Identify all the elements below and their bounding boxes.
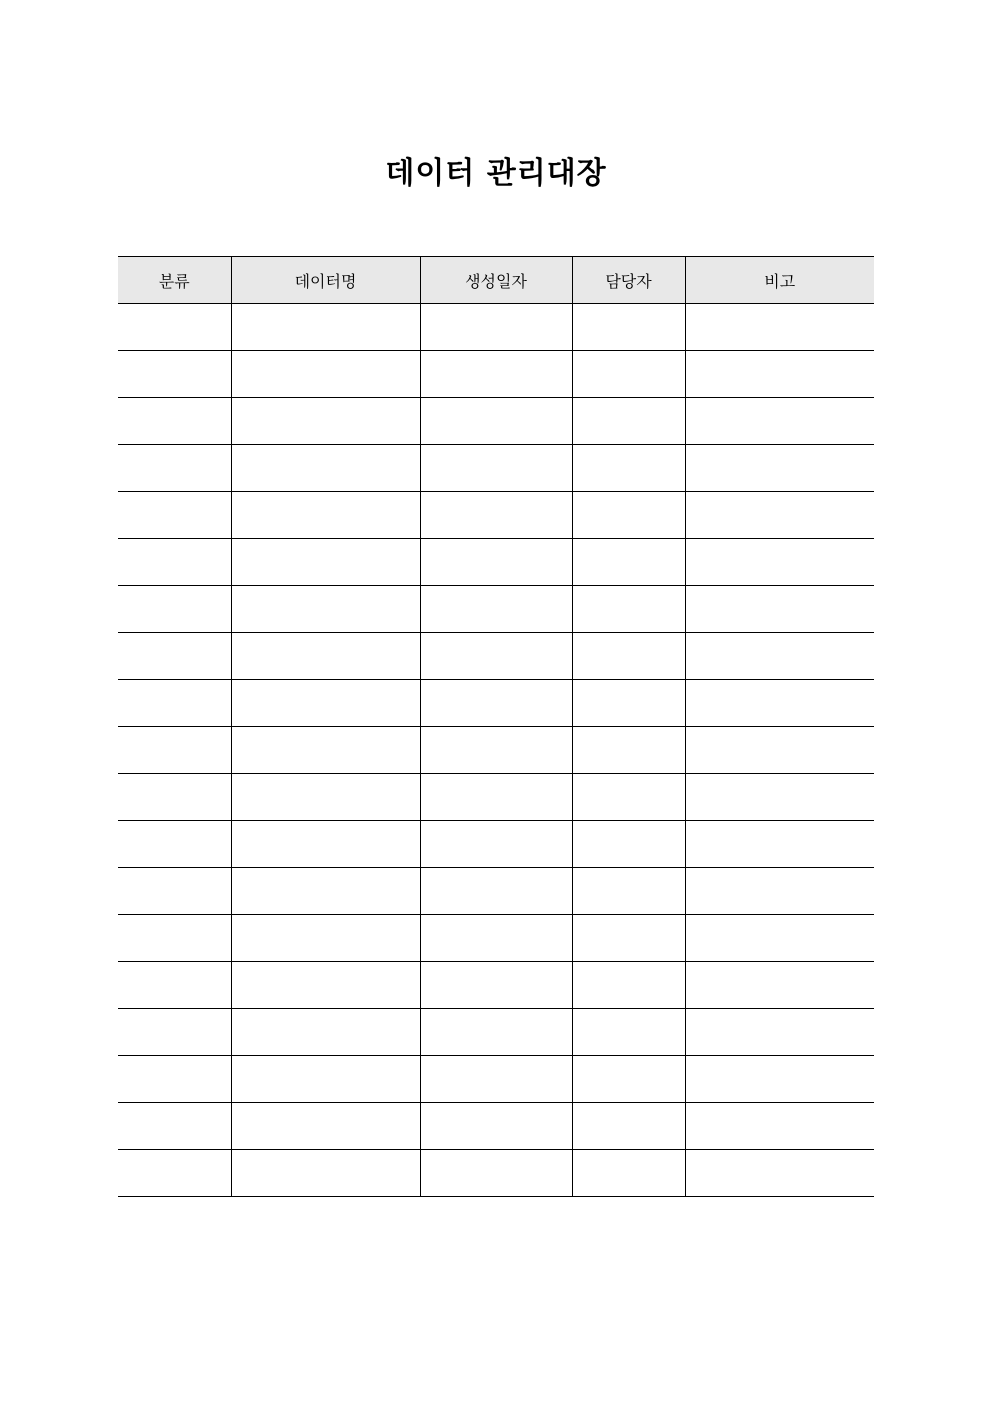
cell-category[interactable] xyxy=(118,727,231,774)
table-row xyxy=(118,398,874,445)
cell-created-date[interactable] xyxy=(420,539,572,586)
cell-manager[interactable] xyxy=(572,868,685,915)
cell-manager[interactable] xyxy=(572,633,685,680)
table-row xyxy=(118,304,874,351)
cell-data-name[interactable] xyxy=(231,1103,420,1150)
cell-created-date[interactable] xyxy=(420,915,572,962)
cell-remarks[interactable] xyxy=(685,1103,874,1150)
cell-category[interactable] xyxy=(118,633,231,680)
header-created-date: 생성일자 xyxy=(420,257,572,304)
cell-data-name[interactable] xyxy=(231,915,420,962)
cell-manager[interactable] xyxy=(572,586,685,633)
cell-category[interactable] xyxy=(118,1009,231,1056)
cell-data-name[interactable] xyxy=(231,774,420,821)
cell-manager[interactable] xyxy=(572,727,685,774)
cell-category[interactable] xyxy=(118,821,231,868)
cell-manager[interactable] xyxy=(572,1103,685,1150)
cell-category[interactable] xyxy=(118,586,231,633)
table-row xyxy=(118,351,874,398)
cell-created-date[interactable] xyxy=(420,633,572,680)
cell-manager[interactable] xyxy=(572,774,685,821)
cell-category[interactable] xyxy=(118,445,231,492)
table-row xyxy=(118,492,874,539)
table-row xyxy=(118,1150,874,1197)
cell-data-name[interactable] xyxy=(231,1009,420,1056)
cell-created-date[interactable] xyxy=(420,1150,572,1197)
cell-category[interactable] xyxy=(118,398,231,445)
table-row xyxy=(118,1056,874,1103)
cell-manager[interactable] xyxy=(572,915,685,962)
cell-category[interactable] xyxy=(118,1056,231,1103)
data-ledger-table xyxy=(118,256,874,1197)
cell-manager[interactable] xyxy=(572,304,685,351)
cell-created-date[interactable] xyxy=(420,962,572,1009)
header-manager: 담당자 xyxy=(572,257,685,304)
cell-category[interactable] xyxy=(118,680,231,727)
cell-data-name[interactable] xyxy=(231,727,420,774)
page-title: 데이터 관리대장 xyxy=(385,156,607,192)
cell-category[interactable] xyxy=(118,1103,231,1150)
cell-data-name[interactable] xyxy=(231,351,420,398)
cell-remarks[interactable] xyxy=(685,727,874,774)
cell-category[interactable] xyxy=(118,304,231,351)
cell-data-name[interactable] xyxy=(231,1056,420,1103)
cell-data-name[interactable] xyxy=(231,398,420,445)
cell-data-name[interactable] xyxy=(231,633,420,680)
cell-category[interactable] xyxy=(118,351,231,398)
cell-data-name[interactable] xyxy=(231,680,420,727)
cell-category[interactable] xyxy=(118,915,231,962)
cell-manager[interactable] xyxy=(572,539,685,586)
cell-manager[interactable] xyxy=(572,351,685,398)
table-body xyxy=(118,304,874,1197)
cell-created-date[interactable] xyxy=(420,351,572,398)
table-row xyxy=(118,1103,874,1150)
cell-data-name[interactable] xyxy=(231,304,420,351)
cell-remarks[interactable] xyxy=(685,304,874,351)
cell-manager[interactable] xyxy=(572,962,685,1009)
cell-data-name[interactable] xyxy=(231,1150,420,1197)
table-row xyxy=(118,915,874,962)
cell-created-date[interactable] xyxy=(420,1103,572,1150)
cell-category[interactable] xyxy=(118,539,231,586)
cell-remarks[interactable] xyxy=(685,1009,874,1056)
header-data-name: 데이터명 xyxy=(231,257,420,304)
cell-created-date[interactable] xyxy=(420,1056,572,1103)
cell-created-date[interactable] xyxy=(420,821,572,868)
cell-manager[interactable] xyxy=(572,1056,685,1103)
cell-created-date[interactable] xyxy=(420,492,572,539)
cell-data-name[interactable] xyxy=(231,962,420,1009)
cell-data-name[interactable] xyxy=(231,586,420,633)
header-remarks: 비고 xyxy=(685,257,874,304)
cell-created-date[interactable] xyxy=(420,774,572,821)
table-row xyxy=(118,1009,874,1056)
cell-remarks[interactable] xyxy=(685,445,874,492)
cell-created-date[interactable] xyxy=(420,680,572,727)
cell-remarks[interactable] xyxy=(685,1150,874,1197)
cell-remarks[interactable] xyxy=(685,1056,874,1103)
cell-data-name[interactable] xyxy=(231,445,420,492)
cell-remarks[interactable] xyxy=(685,680,874,727)
table-row xyxy=(118,774,874,821)
table-row xyxy=(118,539,874,586)
table-row xyxy=(118,821,874,868)
cell-data-name[interactable] xyxy=(231,539,420,586)
cell-manager[interactable] xyxy=(572,1150,685,1197)
cell-category[interactable] xyxy=(118,774,231,821)
cell-created-date[interactable] xyxy=(420,304,572,351)
cell-category[interactable] xyxy=(118,962,231,1009)
cell-remarks[interactable] xyxy=(685,539,874,586)
cell-remarks[interactable] xyxy=(685,915,874,962)
cell-data-name[interactable] xyxy=(231,492,420,539)
cell-remarks[interactable] xyxy=(685,962,874,1009)
cell-remarks[interactable] xyxy=(685,398,874,445)
cell-created-date[interactable] xyxy=(420,445,572,492)
cell-category[interactable] xyxy=(118,1150,231,1197)
cell-data-name[interactable] xyxy=(231,868,420,915)
cell-created-date[interactable] xyxy=(420,586,572,633)
cell-created-date[interactable] xyxy=(420,398,572,445)
table-row xyxy=(118,868,874,915)
cell-created-date[interactable] xyxy=(420,868,572,915)
table-row xyxy=(118,727,874,774)
cell-remarks[interactable] xyxy=(685,586,874,633)
cell-manager[interactable] xyxy=(572,1009,685,1056)
cell-remarks[interactable] xyxy=(685,868,874,915)
cell-remarks[interactable] xyxy=(685,351,874,398)
table-row xyxy=(118,680,874,727)
cell-manager[interactable] xyxy=(572,680,685,727)
cell-remarks[interactable] xyxy=(685,821,874,868)
cell-manager[interactable] xyxy=(572,445,685,492)
table-row xyxy=(118,633,874,680)
cell-remarks[interactable] xyxy=(685,633,874,680)
cell-category[interactable] xyxy=(118,868,231,915)
cell-manager[interactable] xyxy=(572,398,685,445)
cell-created-date[interactable] xyxy=(420,727,572,774)
cell-data-name[interactable] xyxy=(231,821,420,868)
cell-manager[interactable] xyxy=(572,821,685,868)
cell-created-date[interactable] xyxy=(420,1009,572,1056)
cell-manager[interactable] xyxy=(572,492,685,539)
cell-remarks[interactable] xyxy=(685,774,874,821)
table-header-row xyxy=(118,257,874,304)
table-row xyxy=(118,445,874,492)
cell-category[interactable] xyxy=(118,492,231,539)
header-category: 분류 xyxy=(118,257,231,304)
table-row xyxy=(118,586,874,633)
cell-remarks[interactable] xyxy=(685,492,874,539)
table-row xyxy=(118,962,874,1009)
